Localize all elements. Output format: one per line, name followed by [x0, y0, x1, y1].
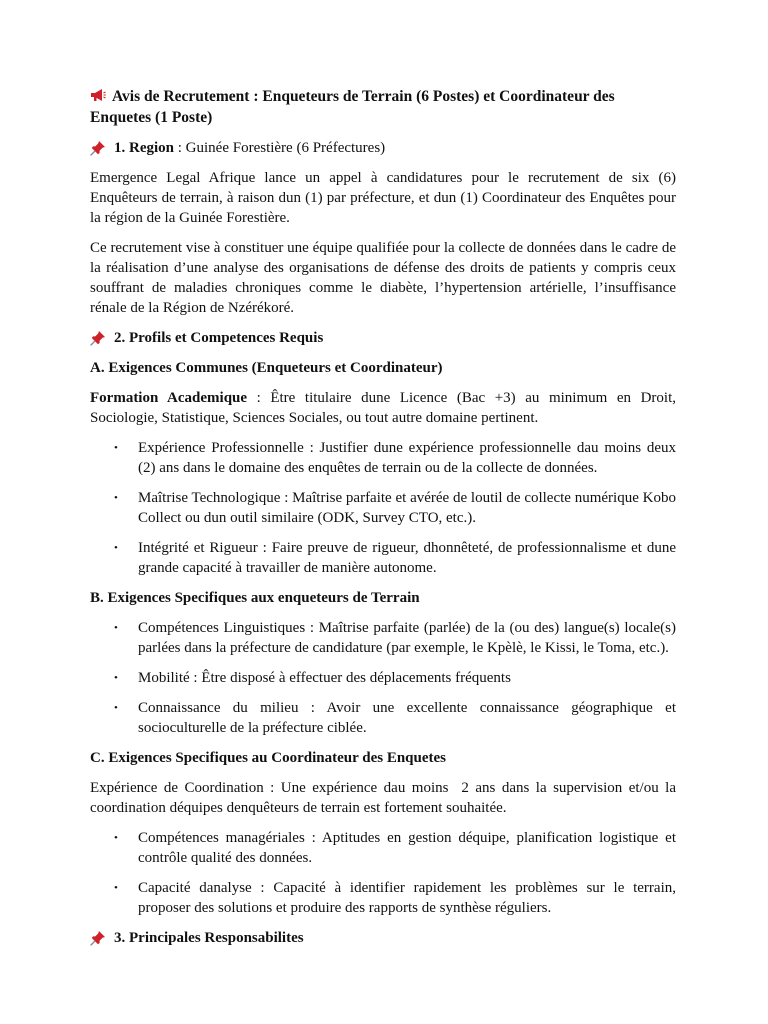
formation-text: : Être titulaire dune Licence (Bac +3) au minimum en Droit, Sociologie, Statistique, Sciences Sociales, ou tout autre domaine pertinent.	[90, 390, 676, 426]
list-item	[90, 538, 676, 578]
list-item	[90, 878, 676, 918]
list-item-text: Expérience Professionnelle : Justifier dune expérience professionnelle dau moins deux (2) ans dans le domaine des enquêtes de terrain ou de la collecte de données.	[138, 440, 676, 476]
title-text: Avis de Recrutement : Enqueteurs de Terrain (6 Postes) et Coordinateur des Enquetes (1 Poste)	[90, 88, 615, 126]
subsection-a-heading: A. Exigences Communes (Enqueteurs et Coordinateur)	[90, 360, 443, 376]
bullet: •	[114, 542, 118, 554]
list-item	[90, 698, 676, 738]
bullet: •	[114, 442, 118, 454]
formation-paragraph	[90, 388, 676, 428]
megaphone-icon	[90, 88, 106, 102]
document-title	[90, 86, 676, 128]
subsection-b-list	[90, 618, 676, 738]
subsection-b-heading: B. Exigences Specifiques aux enqueteurs de Terrain	[90, 590, 420, 606]
bullet: •	[114, 492, 118, 504]
bullet: •	[114, 702, 118, 714]
section-3-title: Principales Responsabilites	[129, 930, 304, 946]
pushpin-icon	[90, 140, 106, 156]
coordination-paragraph: Expérience de Coordination : Une expérience dau moins 2 ans dans la supervision et/ou la coordination déquipes denquêteurs de terrain est fortement souhaitée.	[90, 780, 680, 816]
list-item	[90, 488, 676, 528]
section-3-number: 3.	[114, 930, 126, 946]
intro-paragraph-2: Ce recrutement vise à constituer une équipe qualifiée pour la collecte de données dans le cadre de la réalisation d’une analyse des organisations de défense des droits de patients y compris ceux souffrant de maladies chroniques comme le diabète, l’hypertension artérielle, l’insuffisance rénale de la Région de Nzérékoré.	[90, 240, 676, 316]
section-1-detail: : Guinée Forestière (6 Préfectures)	[174, 140, 386, 156]
list-item-text: Intégrité et Rigueur : Faire preuve de rigueur, dhonnêteté, de professionnalisme et dune grande capacité à travailler de manière autonome.	[138, 540, 676, 576]
document-content	[90, 86, 680, 958]
bullet: •	[114, 832, 118, 844]
section-2-title: Profils et Competences Requis	[129, 330, 324, 346]
bullet: •	[114, 622, 118, 634]
section-2-heading	[90, 328, 676, 348]
list-item-text: Mobilité : Être disposé à effectuer des déplacements fréquents	[138, 670, 511, 686]
subsection-c-heading: C. Exigences Specifiques au Coordinateur des Enquetes	[90, 750, 447, 766]
list-item	[90, 618, 676, 658]
list-item-text: Compétences Linguistiques : Maîtrise parfaite (parlée) de la (ou des) langue(s) locale(s) parlées dans la préfecture de candidature (par exemple, le Kpèlè, le Kissi, le Toma, etc.).	[138, 620, 676, 656]
section-1-number: 1.	[114, 140, 126, 156]
section-1-title: Region	[129, 140, 174, 156]
pushpin-icon	[90, 330, 106, 346]
list-item	[90, 438, 676, 478]
list-item-text: Connaissance du milieu : Avoir une excellente connaissance géographique et socioculturelle de la préfecture ciblée.	[138, 700, 676, 736]
section-2-number: 2.	[114, 330, 126, 346]
section-1-heading	[90, 138, 676, 158]
section-3-heading	[90, 928, 676, 948]
subsection-a-list	[90, 438, 676, 578]
intro-paragraph-1: Emergence Legal Afrique lance un appel à candidatures pour le recrutement de six (6) Enquêteurs de terrain, à raison dun (1) par préfecture, et dun (1) Coordinateur des Enquêtes pour la région de la Guinée Forestière.	[90, 170, 676, 226]
formation-label: Formation Academique	[90, 390, 248, 406]
bullet: •	[114, 672, 118, 684]
list-item	[90, 828, 676, 868]
pushpin-icon	[90, 930, 106, 946]
list-item-text: Capacité danalyse : Capacité à identifier rapidement les problèmes sur le terrain, proposer des solutions et produire des rapports de synthèse réguliers.	[138, 880, 676, 916]
list-item	[90, 668, 676, 688]
list-item-text: Maîtrise Technologique : Maîtrise parfaite et avérée de loutil de collecte numérique Kobo Collect ou dun outil similaire (ODK, Survey CTO, etc.).	[138, 490, 676, 526]
list-item-text: Compétences managériales : Aptitudes en gestion déquipe, planification logistique et contrôle qualité des données.	[138, 830, 676, 866]
subsection-c-list	[90, 828, 676, 918]
bullet: •	[114, 882, 118, 894]
